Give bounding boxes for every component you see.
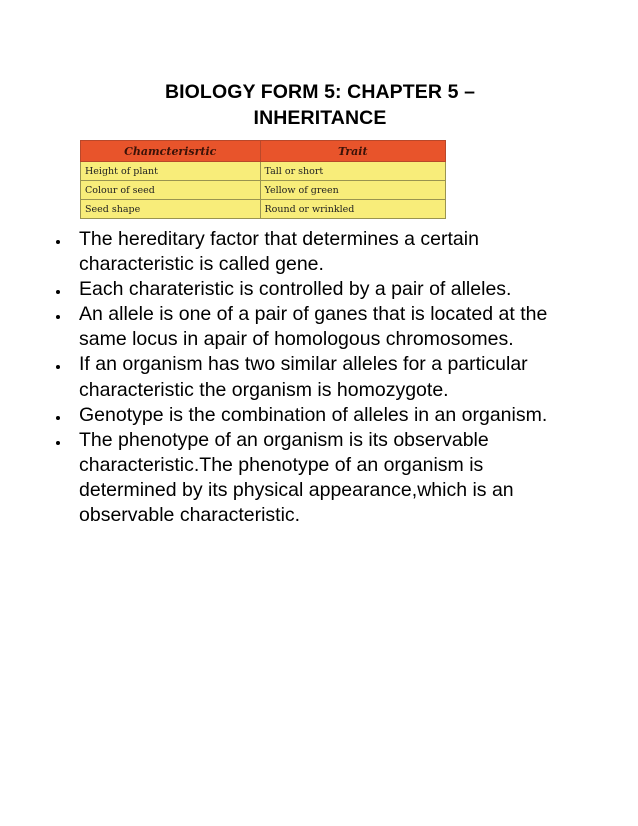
list-item <box>52 352 572 402</box>
list-item-text: An allele is one of a pair of ganes that is located at the same locus in apair of homologous chromosomes. <box>79 303 548 351</box>
list-item <box>52 277 572 302</box>
table-cell-characteristic: Colour of seed <box>81 181 261 200</box>
characteristic-trait-table <box>80 140 446 219</box>
list-item-text: Each charateristic is controlled by a pair of alleles. <box>79 278 512 301</box>
table-row <box>81 162 446 181</box>
table-cell-trait: Tall or short <box>260 162 446 181</box>
title-line-2: INHERITANCE <box>253 107 387 129</box>
list-item <box>52 403 572 428</box>
list-item-text: The phenotype of an organism is its observable characteristic.The phenotype of an organism is determined by its physical appearance,which is an observable characteristic. <box>79 428 514 527</box>
table-cell-characteristic: Seed shape <box>81 200 261 219</box>
table-cell-characteristic: Height of plant <box>81 162 261 181</box>
list-item-text: The hereditary factor that determines a certain characteristic is called gene. <box>79 228 479 276</box>
bullet-icon <box>56 416 60 420</box>
column-header-characteristic: Chamcterisrtic <box>81 141 261 162</box>
title-line-1: BIOLOGY FORM 5: CHAPTER 5 – <box>164 81 476 103</box>
document-title <box>90 79 550 131</box>
list-item <box>52 428 572 528</box>
bullet-icon <box>56 290 60 294</box>
table-row <box>81 181 446 200</box>
bullet-list <box>52 227 572 528</box>
column-header-trait: Trait <box>260 141 446 162</box>
list-item <box>52 227 572 277</box>
list-item-text: Genotype is the combination of alleles in an organism. <box>79 403 548 426</box>
bullet-icon <box>56 315 60 319</box>
bullet-icon <box>56 441 60 445</box>
table-header-row <box>81 141 446 162</box>
list-item-text: If an organism has two similar alleles for a particular characteristic the organism is homozygote. <box>79 353 528 401</box>
table-row <box>81 200 446 219</box>
table-cell-trait: Round or wrinkled <box>260 200 446 219</box>
table-cell-trait: Yellow of green <box>260 181 446 200</box>
list-item <box>52 302 572 352</box>
bullet-icon <box>56 365 60 369</box>
bullet-icon <box>56 240 60 244</box>
